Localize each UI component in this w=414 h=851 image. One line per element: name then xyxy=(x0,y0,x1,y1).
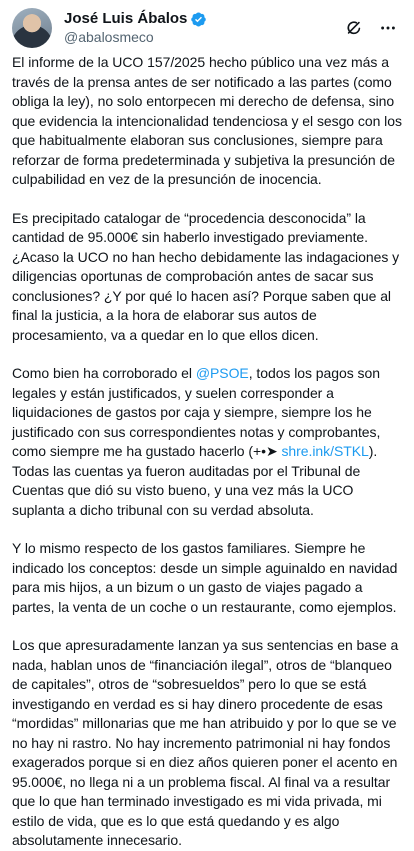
shre-ink-link[interactable]: shre.ink/STKL xyxy=(281,443,369,459)
paragraph-3-text-a: Como bien ha corroborado el xyxy=(12,365,196,381)
author-avatar[interactable] xyxy=(12,8,52,48)
tweet-paragraph-4: Y lo mismo respecto de los gastos familiares. Siempre he indicado los conceptos: desde un simple aguinaldo en navidad para mis hijos, a un bizum o un gasto de viajes pagado a partes, la venta de un coche o un restaurante, como ejemplos. xyxy=(12,540,398,615)
tweet-paragraph-5: Los que apresuradamente lanzan ya sus sentencias en base a nada, hablan unos de “financiación ilegal”, otros de “blanqueo de capitales”, otros de “sobresueldos” pero lo que se está investigando en verdad es si hay dinero procedente de esas “mordidas” millonarias que me han atribuido y por lo que se ve no hay ni rastro. No hay incremento patrimonial ni hay fondos exagerados porque si en diez años quieren poner el acento en 95.000€, no llega ni a un problema fiscal. Al final va a resultar que lo que han terminado investigado es mi vida privada, mi estilo de vida, que es lo que está quedando y es algo absolutamente innecesario. xyxy=(12,637,399,848)
author-names xyxy=(64,10,207,46)
verified-badge-icon[interactable] xyxy=(190,11,207,28)
author-handle[interactable]: @abalosmeco xyxy=(64,29,154,45)
author-display-name[interactable]: José Luis Ábalos xyxy=(64,10,188,27)
tweet-paragraph-2: Es precipitado catalogar de “procedencia desconocida” la cantidad de 95.000€ sin haberlo investigado previamente. ¿Acaso la UCO no han hecho debidamente las indagaciones y diligencias oportunas de comprobación antes de sacar sus conclusiones? ¿Y por qué lo hacen así? Porque saben que al final la justicia, a la hora de elaborar sus autos de procesamiento, va a quedar en lo que ellos dicen. xyxy=(12,209,400,343)
psoe-mention-link[interactable]: @PSOE xyxy=(195,365,249,381)
author-name-row xyxy=(64,10,207,28)
tweet-paragraph-1: El informe de la UCO 157/2025 hecho público una vez más a través de la prensa antes de ser notificado a las partes (como obliga la ley), no solo entorpecen mi derecho de defensa, sino que evidencia la intencionalidad tendenciosa y el sesgo con los que habitualmente elaboran sus conclusiones, siempre para reforzar de forma predeterminada y subjetiva la presunción de culpabilidad en vez de la presunción de inocencia. xyxy=(12,54,402,187)
header-actions xyxy=(344,18,402,38)
paragraph-3-text-b: , todos los pagos son legales y están justificados, y suelen corresponder a liquidaciones de gastos por caja y siempre, siempre los he justificado con sus correspondientes notas y comprobantes, como siempre me ha gustado hacerlo (+•➤ xyxy=(12,365,381,459)
tweet-paragraph-3 xyxy=(12,364,402,520)
more-dots-icon[interactable] xyxy=(378,18,398,38)
tweet-header xyxy=(12,8,402,48)
grok-icon[interactable] xyxy=(344,18,364,38)
tweet-text xyxy=(12,53,402,851)
paragraph-3-text-c: ). Todas las cuentas ya fueron auditadas por el Tribunal de Cuentas que dió su visto bueno, y una vez más la UCO suplanta a dicho tribunal con su verdad absoluta. xyxy=(12,443,378,518)
